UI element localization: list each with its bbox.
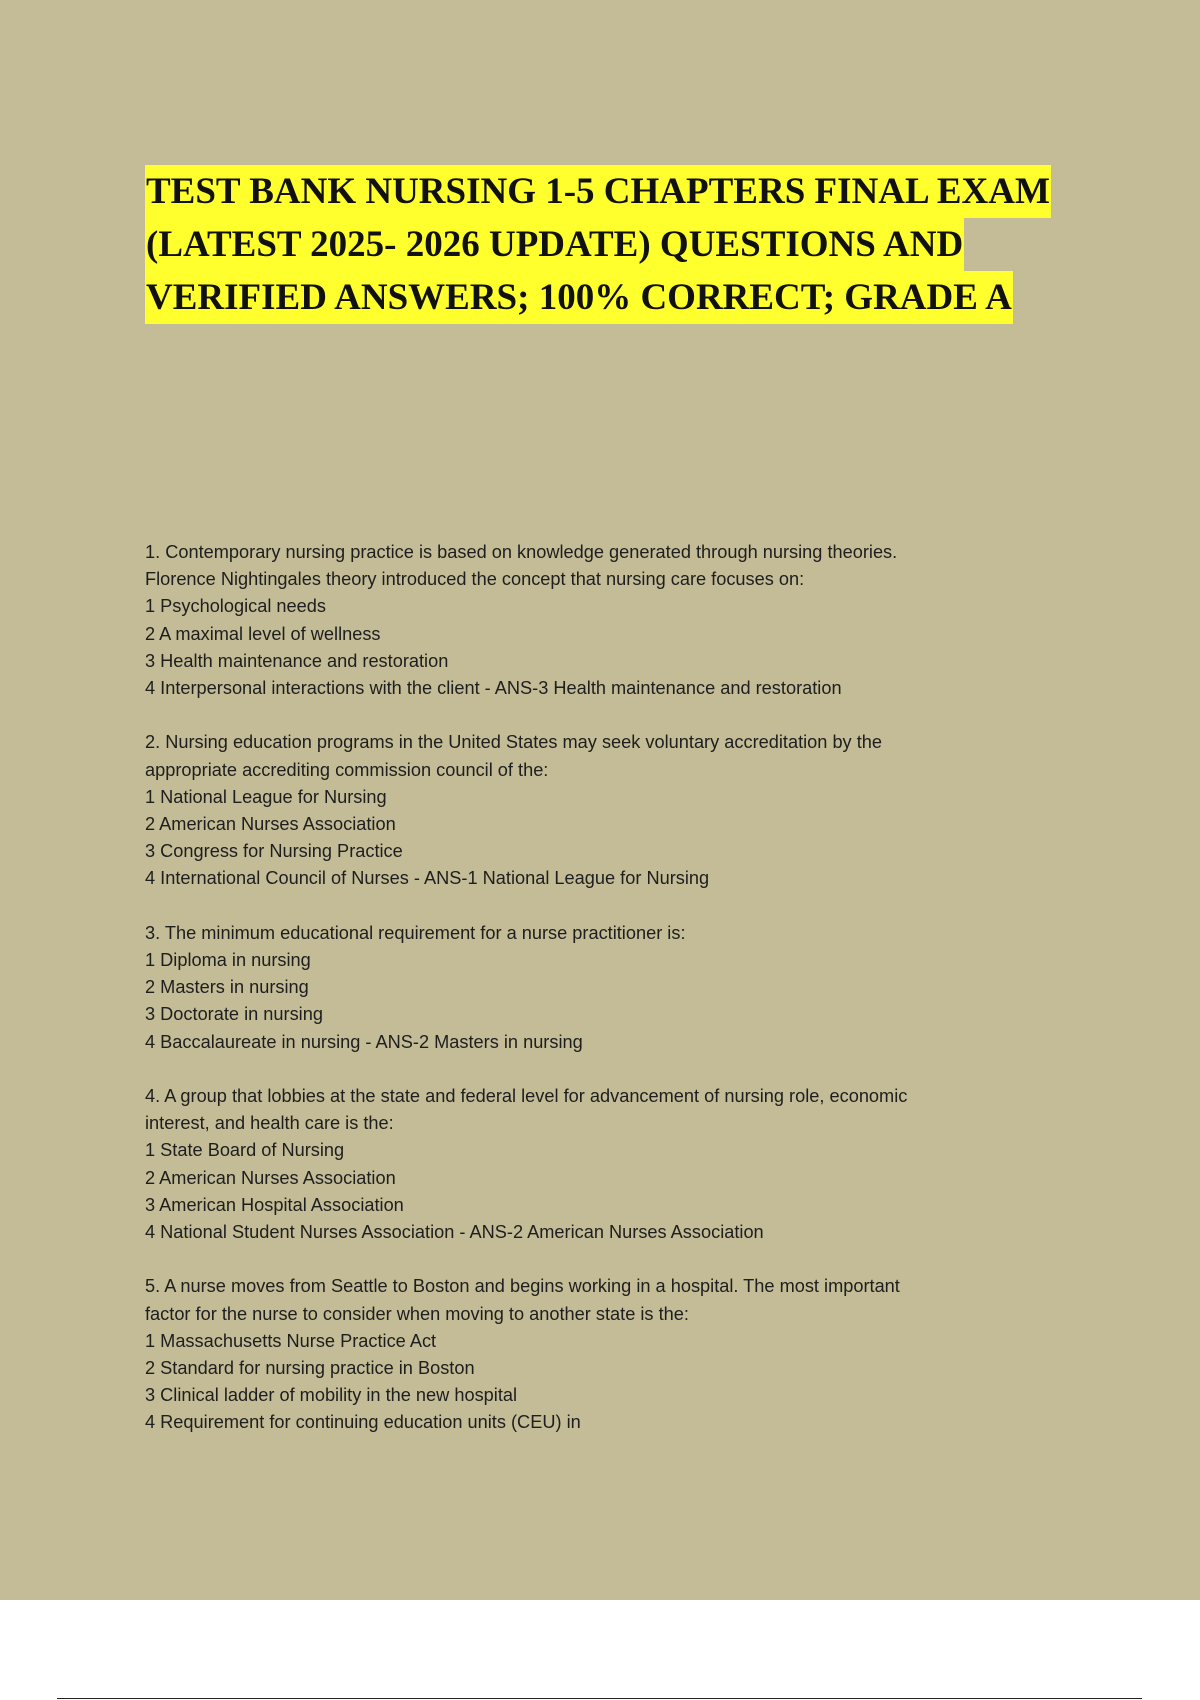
answer-option: 4 Baccalaureate in nursing - ANS-2 Masters in nursing <box>145 1031 583 1052</box>
answer-option: 4 Requirement for continuing education units (CEU) in <box>145 1412 581 1433</box>
answer-option: 2 A maximal level of wellness <box>145 623 381 644</box>
answer-option: 4 National Student Nurses Association - ANS-2 American Nurses Association <box>145 1222 764 1243</box>
answer-option: 2 Masters in nursing <box>145 977 309 998</box>
question-prompt: 3. The minimum educational requirement for a nurse practitioner is: <box>145 922 686 943</box>
answer-option: 3 American Hospital Association <box>145 1194 404 1215</box>
answer-option: 3 Doctorate in nursing <box>145 1004 323 1025</box>
question-prompt: factor for the nurse to consider when moving to another state is the: <box>145 1303 689 1324</box>
question-prompt: 2. Nursing education programs in the United States may seek voluntary accreditation by the <box>145 732 882 753</box>
question-2 <box>145 729 1045 892</box>
question-4 <box>145 1083 1045 1246</box>
answer-option: 4 International Council of Nurses - ANS-1 National League for Nursing <box>145 868 710 889</box>
question-prompt: appropriate accrediting commission council of the: <box>145 759 549 780</box>
question-prompt: interest, and health care is the: <box>145 1113 394 1134</box>
answer-option: 3 Clinical ladder of mobility in the new hospital <box>145 1385 518 1406</box>
answer-option: 2 American Nurses Association <box>145 814 396 835</box>
answer-option: 2 American Nurses Association <box>145 1167 396 1188</box>
document-title <box>145 165 1085 324</box>
answer-option: 1 State Board of Nursing <box>145 1140 345 1161</box>
question-prompt: Florence Nightingales theory introduced the concept that nursing care focuses on: <box>145 569 805 590</box>
answer-option: 3 Congress for Nursing Practice <box>145 841 403 862</box>
title-line: VERIFIED ANSWERS; 100% CORRECT; GRADE A <box>145 271 1013 324</box>
title-line: (LATEST 2025- 2026 UPDATE) QUESTIONS AND <box>145 218 964 271</box>
title-line: TEST BANK NURSING 1-5 CHAPTERS FINAL EXAM <box>145 165 1051 218</box>
question-list <box>145 539 1045 1464</box>
answer-option: 1 Massachusetts Nurse Practice Act <box>145 1330 437 1351</box>
question-5 <box>145 1273 1045 1436</box>
question-prompt: 4. A group that lobbies at the state and federal level for advancement of nursing role, economic <box>145 1086 908 1107</box>
question-prompt: 5. A nurse moves from Seattle to Boston and begins working in a hospital. The most important <box>145 1276 900 1297</box>
answer-option: 3 Health maintenance and restoration <box>145 650 449 671</box>
answer-option: 4 Interpersonal interactions with the client - ANS-3 Health maintenance and restoration <box>145 678 842 699</box>
answer-option: 2 Standard for nursing practice in Boston <box>145 1358 475 1379</box>
answer-option: 1 Psychological needs <box>145 596 326 617</box>
question-prompt: 1. Contemporary nursing practice is based on knowledge generated through nursing theories. <box>145 542 898 562</box>
answer-option: 1 National League for Nursing <box>145 786 387 807</box>
footer-divider <box>57 1698 1142 1699</box>
answer-option: 1 Diploma in nursing <box>145 950 311 971</box>
question-1 <box>145 539 1045 702</box>
question-3 <box>145 920 1045 1056</box>
